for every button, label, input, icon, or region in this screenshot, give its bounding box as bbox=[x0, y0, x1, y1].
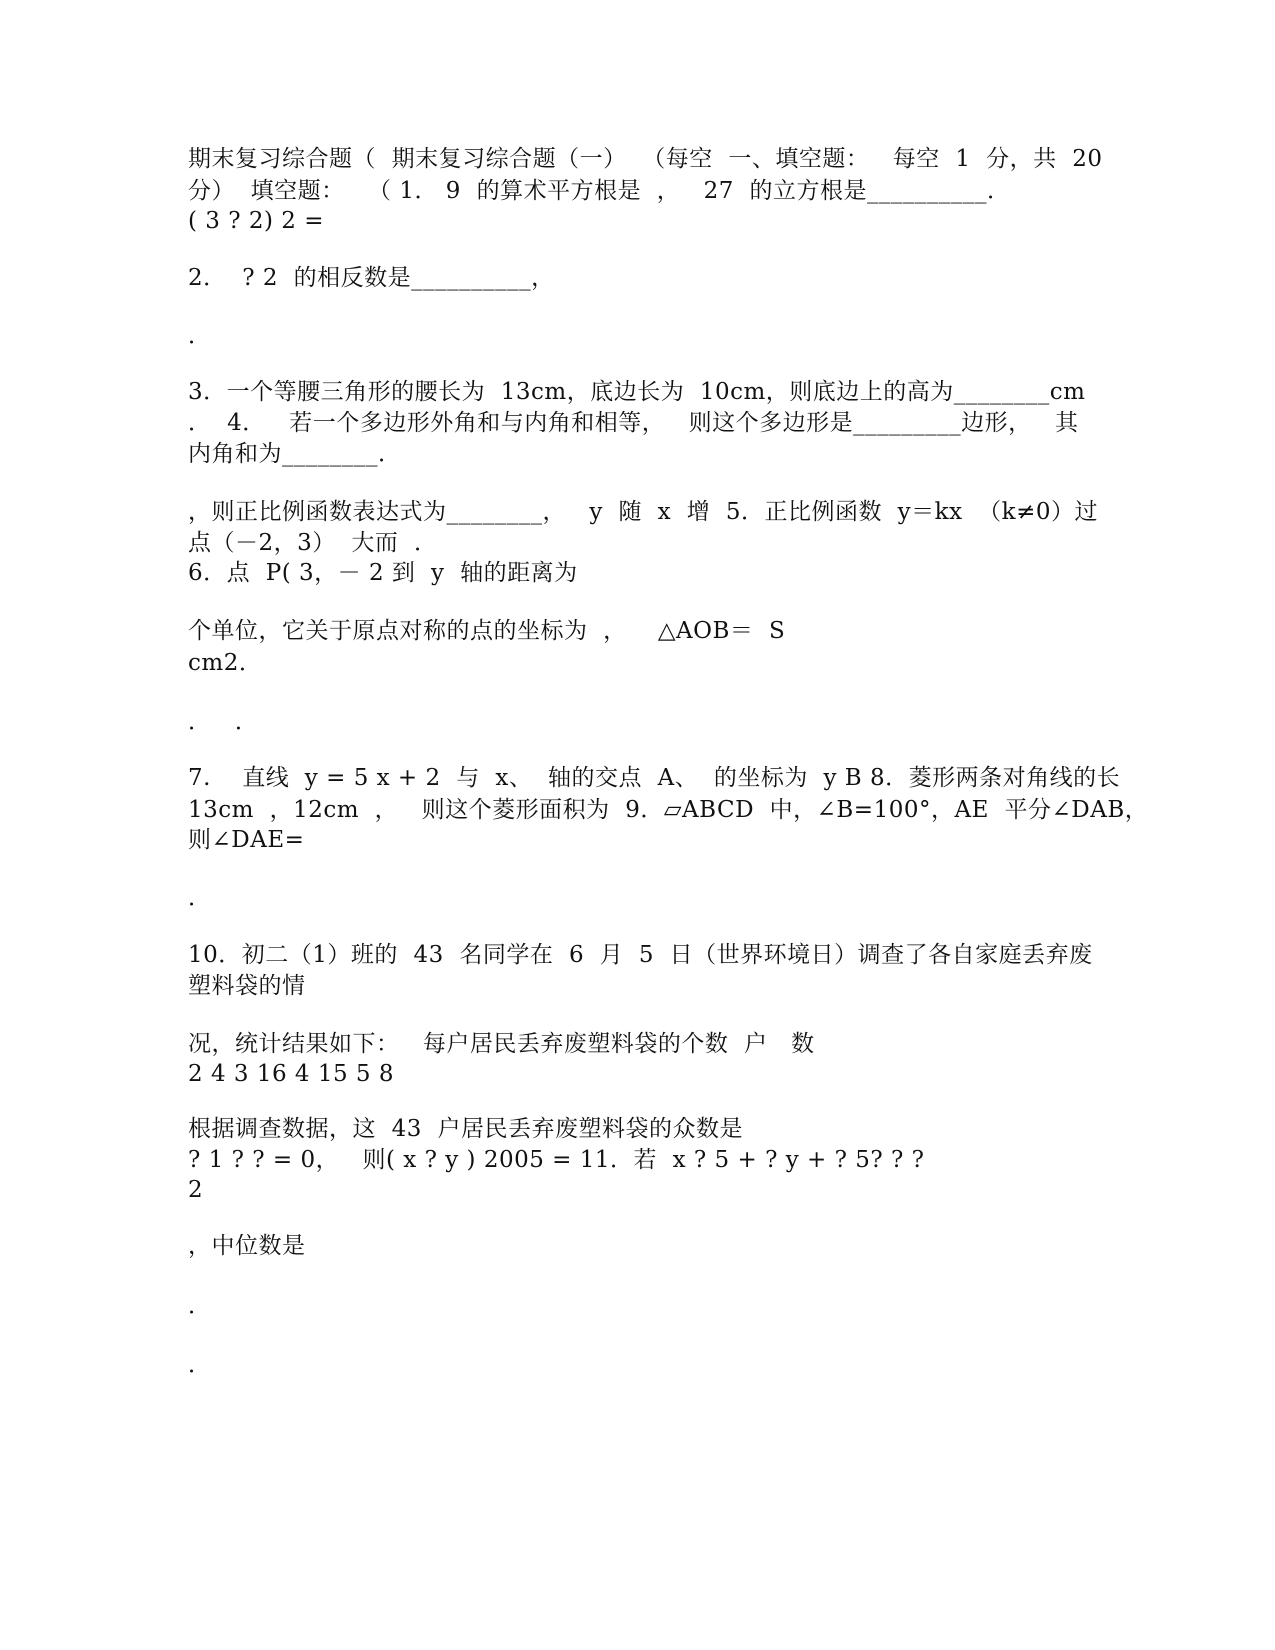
text-line: 则∠DAE= bbox=[188, 827, 305, 853]
text-line: ． bbox=[188, 1293, 212, 1319]
text-line: 13cm ，12cm ， 则这个菱形面积为 9．▱ABCD 中，∠B=100°，AE 平分∠DAB， bbox=[188, 797, 1149, 823]
text-line: ? 1 ? ? = 0， 则( x ? y ) 2005 = 11．若 x ? 5 + ? y + ? 5? ? ? bbox=[188, 1147, 925, 1173]
text-line: ． bbox=[188, 1352, 212, 1378]
text-line: 2 4 3 16 4 15 5 8 bbox=[188, 1061, 395, 1087]
text-line: ，中位数是 bbox=[188, 1233, 306, 1259]
text-line: 2． ? 2 的相反数是__________， bbox=[188, 265, 555, 291]
text-line: 3．一个等腰三角形的腰长为 13cm，底边长为 10cm，则底边上的高为________cm bbox=[188, 379, 1086, 405]
text-line: 6．点 P( 3，－ 2 到 y 轴的距离为 bbox=[188, 560, 578, 586]
text-line: ． 4． 若一个多边形外角和与内角和相等， 则这个多边形是_________边形， 其 bbox=[188, 410, 1079, 436]
text-line: 塑料袋的情 bbox=[188, 973, 306, 999]
text-line: 根据调查数据，这 43 户居民丢弃废塑料袋的众数是 bbox=[188, 1116, 744, 1142]
text-line: 期末复习综合题（ 期末复习综合题（一） （每空 一、填空题： 每空 1 分，共 20 bbox=[188, 146, 1103, 172]
text-line: ，则正比例函数表达式为________， y 随 x 增 5．正比例函数 y＝kx （k≠0）过 bbox=[188, 499, 1099, 525]
text-line: ( 3 ? 2) 2 = bbox=[188, 208, 325, 234]
text-line: ． bbox=[188, 323, 212, 349]
text-line: 况，统计结果如下： 每户居民丢弃废塑料袋的个数 户 数 bbox=[188, 1031, 815, 1057]
text-line: 个单位，它关于原点对称的点的坐标为 ， △AOB＝ S bbox=[188, 618, 786, 644]
text-line: ． ． bbox=[188, 709, 259, 735]
text-line: 2 bbox=[188, 1177, 204, 1203]
text-line: ． bbox=[188, 885, 212, 911]
text-line: cm2． bbox=[188, 650, 263, 676]
text-line: 7. 直线 y = 5 x + 2 与 x、 轴的交点 A、 的坐标为 y B 8．菱形两条对角线的长 bbox=[188, 765, 1121, 791]
text-line: 10．初二（1）班的 43 名同学在 6 月 5 日（世界环境日）调查了各自家庭丢弃废 bbox=[188, 942, 1093, 968]
text-line: 内角和为________． bbox=[188, 441, 402, 467]
text-line: 分） 填空题： （ 1． 9 的算术平方根是 ， 27 的立方根是__________． bbox=[188, 178, 1011, 204]
text-line: 点（－2，3） 大而 ． bbox=[188, 530, 438, 556]
